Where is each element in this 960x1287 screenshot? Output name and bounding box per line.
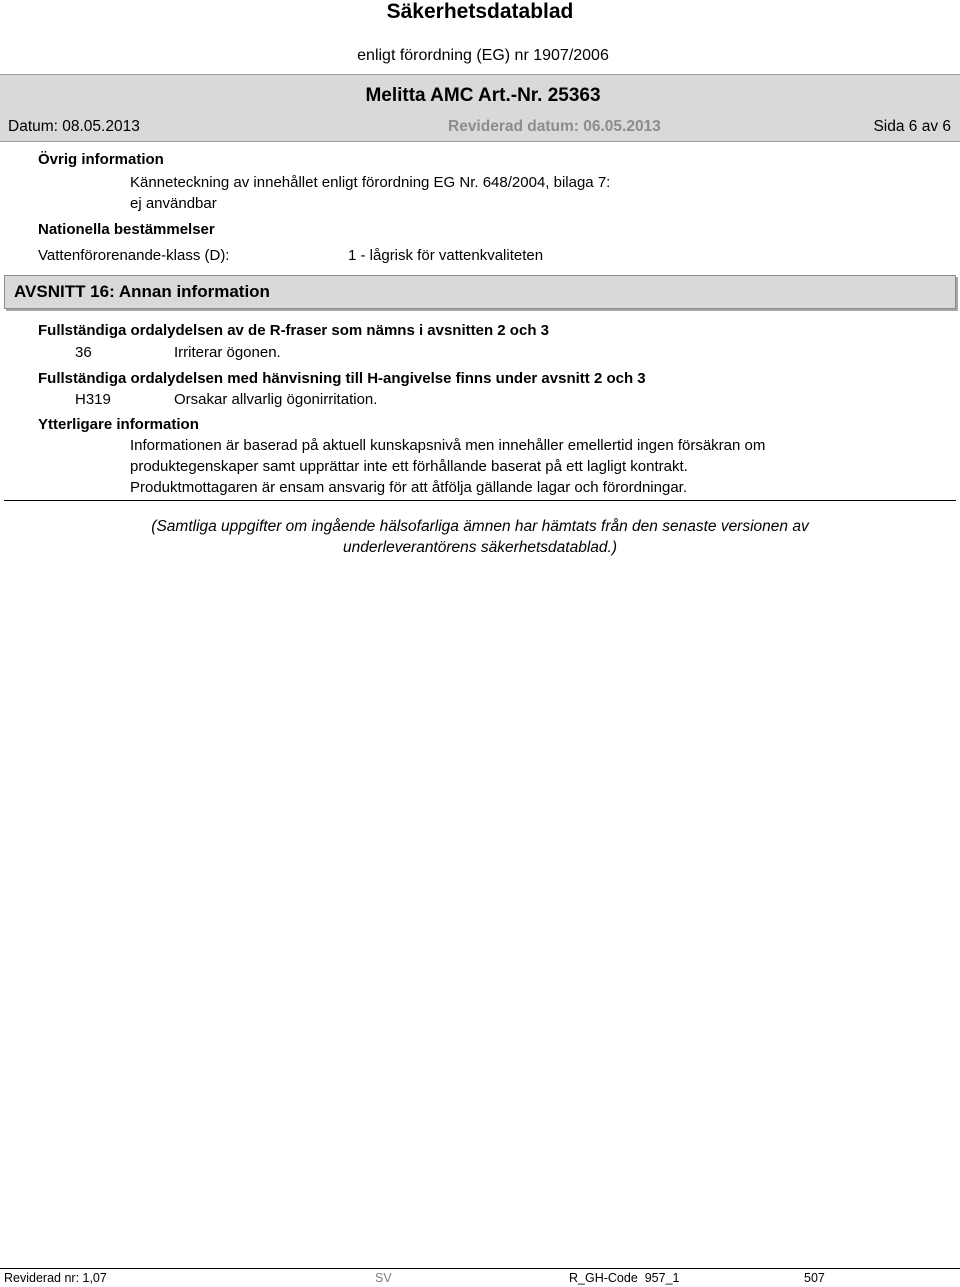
ovrig-heading: Övrig information	[38, 151, 164, 168]
footer-code: R_GH-Code 957_1	[569, 1271, 680, 1285]
r-phrase-text: Irriterar ögonen.	[174, 344, 281, 361]
source-note-line-2: underleverantörens säkerhetsdatablad.)	[342, 539, 617, 556]
source-note-line-1: (Samtliga uppgifter om ingående hälsofarliga ämnen har hämtats från den senaste versionen av	[151, 518, 809, 535]
footer-language: SV	[375, 1271, 392, 1285]
h-statement-code: H319	[75, 391, 111, 408]
revised-date: Reviderad datum: 06.05.2013	[448, 118, 661, 135]
footer-divider	[0, 1268, 960, 1269]
additional-info-line-1: Informationen är baserad på aktuell kunskapsnivå men innehåller emellertid ingen försäkran om	[130, 437, 766, 454]
document-title: Säkerhetsdatablad	[386, 0, 574, 23]
r-phrase-code: 36	[75, 344, 92, 361]
section-16-title: AVSNITT 16: Annan information	[14, 282, 270, 301]
h-statement-text: Orsakar allvarlig ögonirritation.	[174, 391, 378, 408]
regulation-subtitle: enligt förordning (EG) nr 1907/2006	[357, 47, 609, 64]
page-number: Sida 6 av 6	[873, 118, 951, 135]
ovrig-line-1: Känneteckning av innehållet enligt förordning EG Nr. 648/2004, bilaga 7:	[130, 174, 611, 191]
additional-info-heading: Ytterligare information	[38, 416, 199, 433]
r-phrases-heading: Fullständiga ordalydelsen av de R-fraser som nämns i avsnitten 2 och 3	[38, 322, 549, 339]
footer-number: 507	[804, 1271, 825, 1285]
h-statements-heading: Fullständiga ordalydelsen med hänvisning till H-angivelse finns under avsnitt 2 och 3	[38, 370, 646, 387]
footer-revision: Reviderad nr: 1,07	[4, 1271, 107, 1285]
section-divider	[4, 500, 956, 501]
ovrig-line-2: ej användbar	[130, 195, 217, 212]
additional-info-line-2: produktegenskaper samt upprättar inte ett förhållande baserat på ett lagligt kontrakt.	[130, 458, 688, 475]
additional-info-line-3: Produktmottagaren är ensam ansvarig för att åtfölja gällande lagar och förordningar.	[130, 479, 687, 496]
nationella-heading: Nationella bestämmelser	[38, 221, 215, 238]
water-class-label: Vattenförorenande-klass (D):	[38, 247, 230, 264]
water-class-value: 1 - lågrisk för vattenkvaliteten	[348, 247, 544, 264]
document-date: Datum: 08.05.2013	[8, 118, 140, 135]
product-name: Melitta AMC Art.-Nr. 25363	[365, 85, 601, 106]
